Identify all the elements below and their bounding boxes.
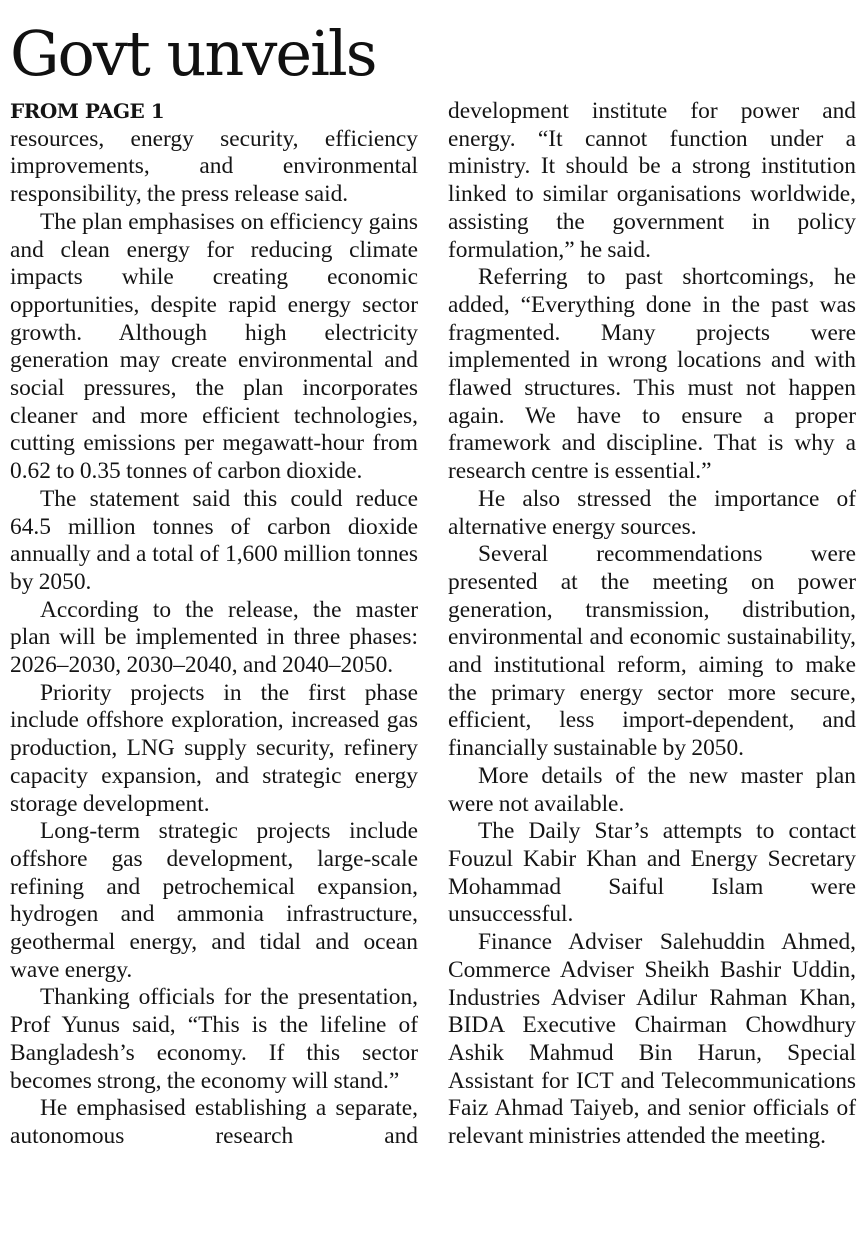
paragraph: The statement said this could reduce 64.5 million tonnes of carbon dioxide annually and a total of 1,600 million tonnes by 2050. — [10, 485, 418, 595]
paragraph: He also stressed the importance of alternative energy sources. — [448, 485, 856, 540]
paragraph: Thanking officials for the presentation, Prof Yunus said, “This is the lifeline of Bangladesh’s economy. If this sector becomes strong, the economy will stand.” — [10, 984, 418, 1094]
paragraph: The plan emphasises on efficiency gains and clean energy for reducing climate impacts while creating economic opportunities, despite rapid energy sector growth. Although high electricity generation may create environmental and social pressures, the plan incorporates cleaner and more efficient technologies, cutting emissions per megawatt-hour from 0.62 to 0.35 tonnes of carbon dioxide. — [10, 208, 418, 485]
jump-label: FROM PAGE 1 — [10, 99, 165, 123]
paragraph: Finance Adviser Salehuddin Ahmed, Commerce Adviser Sheikh Bashir Uddin, Industries Adviser Adilur Rahman Khan, BIDA Executive Chairman Chowdhury Ashik Mahmud Bin Harun, Special Assistant for ICT and Telecommunications Faiz Ahmad Taiyeb, and senior officials of relevant ministries attended the meeting. — [448, 929, 856, 1150]
paragraph: Several recommendations were presented at the meeting on power generation, transmission, distribution, environmental and economic sustainability, and institutional reform, aiming to make the primary energy sector more secure, efficient, less import-dependent, and financially sustainable by 2050. — [448, 541, 856, 762]
paragraph: More details of the new master plan were not available. — [448, 762, 856, 817]
paragraph: The Daily Star’s attempts to contact Fouzul Kabir Khan and Energy Secretary Mohammad Saiful Islam were unsuccessful. — [448, 818, 856, 928]
paragraph: Priority projects in the first phase include offshore exploration, increased gas production, LNG supply security, refinery capacity expansion, and strategic energy storage development. — [10, 679, 418, 817]
paragraph: According to the release, the master plan will be implemented in three phases: 2026–2030, 2030–2040, and 2040–2050. — [10, 596, 418, 679]
right-column — [448, 98, 856, 1151]
paragraph: development institute for power and energy. “It cannot function under a ministry. It should be a strong institution linked to similar organisations worldwide, assisting the government in policy formulation,” he said. — [448, 98, 856, 263]
headline: Govt unveils — [10, 17, 376, 90]
paragraph: He emphasised establishing a separate, autonomous research and — [10, 1095, 418, 1149]
paragraph: Long-term strategic projects include offshore gas development, large-scale refining and petrochemical expansion, hydrogen and ammonia infrastructure, geothermal energy, and tidal and ocean wave energy. — [10, 818, 418, 983]
paragraph: Referring to past shortcomings, he added, “Everything done in the past was fragmented. Many projects were implemented in wrong locations and with flawed structures. This must not happen again. We have to ensure a proper framework and discipline. That is why a research centre is essential.” — [448, 264, 856, 485]
paragraph: resources, energy security, efficiency improvements, and environmental responsibility, the press release said. — [10, 125, 418, 208]
left-column — [10, 98, 418, 1151]
